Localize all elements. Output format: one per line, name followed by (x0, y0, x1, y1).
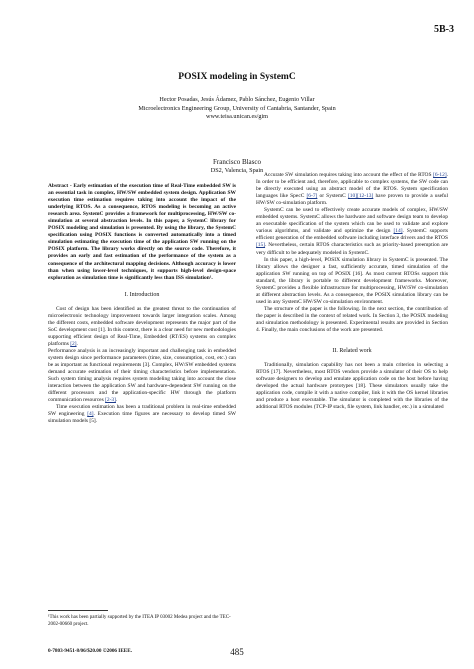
citation-link[interactable]: [4] (87, 411, 94, 418)
paragraph-text: have proven to provide a useful HW/SW co-simulation platform. (256, 193, 449, 207)
citation-link[interactable]: [14] (393, 228, 403, 235)
intro-paragraph-3 (48, 404, 236, 425)
citation-link[interactable]: [6-7] (306, 193, 318, 200)
section-heading-related-work: II. Related work (332, 348, 372, 355)
paragraph-text: . SystemC supports efficient generation of the embedded software including interface drivers and the RTOS (256, 228, 448, 242)
citation-link[interactable]: [2] (70, 340, 77, 347)
footnote-divider (48, 610, 108, 611)
paragraph-text: Time execution estimation has been a traditional problem in real-time embedded SW engineering (48, 404, 236, 418)
paragraph-text: Cost of design has been identified as the greatest threat to the continuation of microelectronic technology improvement towards larger integration scales. Among the different costs, embedded software development represents the major part of the SoC development cost [1]. In this context, there is a clear need for new methodologies supporting efficient design of Real-Time, Embedded (RT/ES) systems on complex platforms (48, 305, 236, 347)
left-column (48, 183, 236, 426)
citation-link[interactable]: [2-3] (105, 397, 116, 404)
citation-link[interactable]: [10][12-13] (347, 193, 374, 200)
author-affiliation-2: DS2, Valencia, Spain (210, 166, 264, 174)
citation-link[interactable]: [15] (256, 242, 266, 249)
copyright-line: 0-7803-9451-8/06/$20.00 ©2006 IEEE. (48, 648, 132, 654)
intro-paragraph-2: Performance analysis is an increasingly important and challenging task in embedded system design since performance parameters (time, size, consumption, cost, etc.) can be as important as functional requirements [3]. Complex, HW/SW embedded systems demand accurate estimation of their timing characteristics before implementation. Such system timing analysis requires system modeling taking into account the close interaction between the application SW and hardware-dependent SW running on the different processors and the application-specific HW through the platform communication resources [2-3]. (48, 347, 236, 404)
author-names: Hector Posadas, Jesús Ádamez, Pablo Sánchez, Eugenio Villar (159, 96, 315, 103)
author-affiliation: Microelectronics Engineering Group, University of Cantabria, Santander, Spain (138, 104, 336, 112)
intro-paragraph-1: Cost of design has been identified as the greatest threat to the continuation of microelectronic technology improvement towards larger integration scales. Among the different costs, embedded software development represents the major part of the SoC development cost [1]. In this context, there is a clear need for new methodologies supporting efficient design of Real-Time, Embedded (RT/ES) systems on complex platforms [2]. (48, 305, 236, 347)
author-block-1 (0, 96, 474, 122)
paragraph-text: Accurate SW simulation requires taking into account the effect of the RTOS (264, 172, 434, 178)
paragraph-text: . Nevertheless, certain RTOS characteristics such as priority-based preemption are very difficult to be adequately modeled in SystemC. (256, 242, 448, 256)
page-number: 485 (230, 647, 244, 657)
abstract: Abstract - Early estimation of the execution time of Real-Time embedded SW is an essential task in complex, HW/SW embedded system design. Application SW execution time estimation requires taking into account the impact of the underlying RTOS. As a consequence, RTOS modeling is becoming an active research area. SystemC provides a framework for multiprocessing, HW/SW co-simulation at several abstraction levels. In this paper, a SystemC library for POSIX modeling and simulation is presented. By using the library, the SystemC specification using POSIX functions is converted automatically into a timed simulation estimating the execution time of the application SW running on the POSIX platform. The library works directly on the source code. Therefore, it provides an early and fast estimation of the performance of the system as a consequence of the architectural mapping decisions. Although accuracy is lower than when using lower-level techniques, it supports high-level design-space exploration as simulation time is significantly less than ISS simulation¹. (48, 183, 236, 281)
paper-title: POSIX modeling in SystemC (178, 72, 296, 82)
related-paragraph-1: Traditionally, simulation capability has not been a main criterion in selecting a RTOS [17]. Nevertheless, most RTOS vendors provide a simulator of their OS to help software designers to develop and emulate application code on the host before having developed the actual hardware prototypes [18]. These simulators usually take the application code, compile it with a native compiler, link it with the OS kernel libraries and produce a host executable. The simulator is completed with the libraries of the additional RTOS modules (TCP-IP stack, file system, link handler, etc.) in a simulated (256, 362, 448, 411)
intro-paragraph-4 (256, 172, 448, 207)
author-url[interactable]: www.teisa.unican.es/gim (206, 113, 268, 121)
footnote: ¹This work has been partially supported by the ITEA IP 03002 Medea project and the TEC-2002-00660 project. (48, 615, 231, 627)
paragraph-text: or SystemC (317, 193, 348, 200)
intro-paragraph-7: The structure of the paper is the following. In the next section, the contribution of the paper is described in the context of related work. In Section 3, the POSIX modeling and simulation methodology is presented. Experimental results are provided in Section 4. Finally, the main conclusions of the work are presented. (256, 305, 448, 334)
paragraph-text: . In order to be efficient and, therefore, applicable to complex systems, the SW code can be directly executed using an abstract model of the RTOS. System specification languages like SpecC (256, 172, 448, 200)
paragraph-text: . Execution time figures are necessary to develop timed SW simulation models [5]. (48, 411, 236, 425)
intro-paragraph-6: In this paper, a high-level, POSIX simulation library in SystemC is presented. The library allows the designer a fast, sufficiently accurate, timed simulation of the application SW running on top of POSIX [16]. As most current RTOSs support this standard, the library is portable to different development frameworks. Moreover, SystemC provides a flexible infrastructure for multiprocessing, HW/SW co-simulation at different abstraction levels. As a consequence, the POSIX simulation library can be used in any SystemC HW/SW co-simulation environment. (256, 256, 448, 305)
right-column (256, 172, 448, 411)
citation-link[interactable]: [6-12] (433, 172, 447, 178)
session-label: 5B-3 (434, 24, 454, 35)
section-heading-introduction: I. Introduction (124, 291, 160, 298)
intro-paragraph-5 (256, 207, 448, 256)
author-name-2: Francisco Blasco (212, 158, 261, 166)
paragraph-text: Performance analysis is an increasingly important and challenging task in embedded system design since performance parameters (time, size, consumption, cost, etc.) can be as important as functional requirements [3]. Complex, HW/SW embedded systems demand accurate estimation of their timing characteristics before implementation. Such system timing analysis requires system modeling taking into account the close interaction between the application SW and hardware-dependent SW running on the different processors and the application-specific HW through the platform communication resources (48, 347, 236, 404)
paragraph-text: SystemC can be used to effectively create accurate models of complex, HW/SW embedded systems. SystemC allows the hardware and software design team to develop an executable specification of the system which can be used to validate and explore various algorithms, and validate and optimize the design (256, 207, 448, 235)
